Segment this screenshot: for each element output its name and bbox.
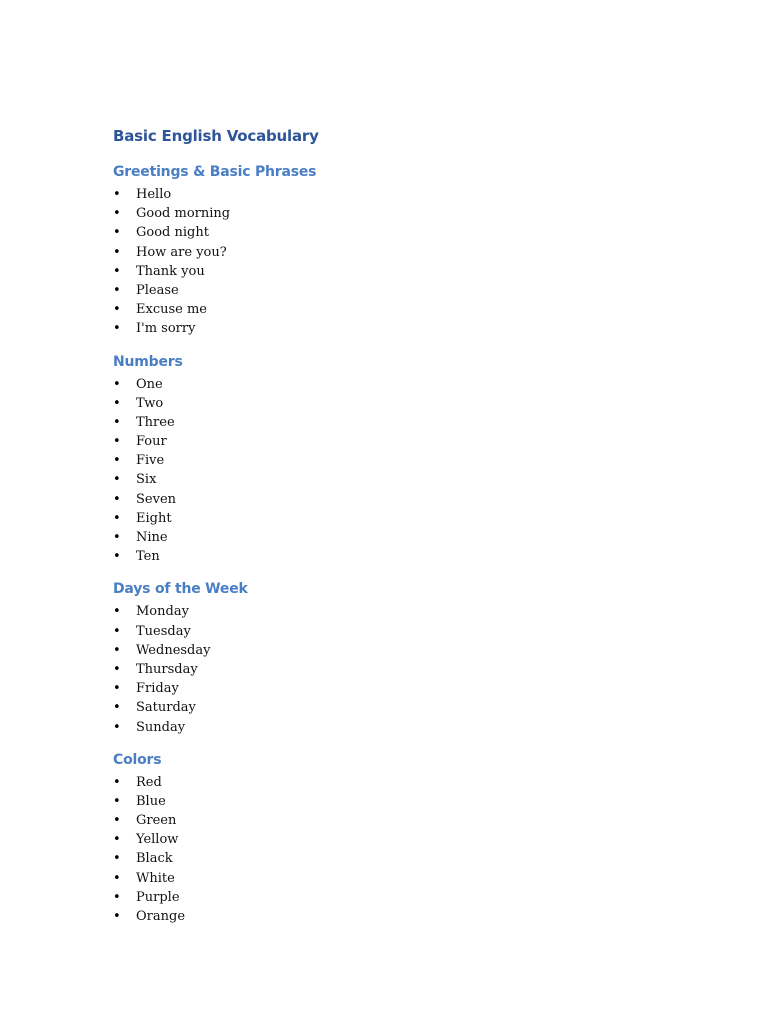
list-item-text: Saturday [136,700,196,716]
list-item-text: Yellow [136,832,179,848]
bullet-icon: • [113,453,121,469]
list-item [113,718,673,737]
list-item-text: Hello [136,187,172,202]
list-item [113,660,673,679]
list-item-text: Excuse me [136,302,207,318]
bullet-icon: • [113,225,121,241]
vocab-list [113,185,673,339]
list-item-text: Red [136,774,162,790]
list-item-text: Seven [136,491,177,507]
document-page [113,124,673,926]
list-item [113,547,673,566]
list-item-text: How are you? [136,244,227,260]
list-item [113,792,673,811]
vocab-section [113,749,673,927]
list-item-text: Three [136,414,175,430]
list-item-text: Eight [136,510,172,526]
bullet-icon: • [113,414,121,430]
list-item [113,394,673,413]
list-item [113,204,673,223]
list-item-text: Good night [136,225,209,241]
list-item [113,185,673,204]
bullet-icon: • [113,719,121,735]
vocab-list [113,602,673,736]
list-item-text: I'm sorry [136,321,196,337]
bullet-icon: • [113,909,121,924]
bullet-icon: • [113,681,121,697]
list-item [113,830,673,849]
list-item-text: Tuesday [136,623,191,639]
bullet-icon: • [113,376,121,392]
document-title: Basic English Vocabulary [113,127,319,145]
list-item [113,869,673,888]
vocab-list [113,773,673,927]
list-item-text: Thank you [136,263,205,279]
bullet-icon: • [113,302,121,318]
bullet-icon: • [113,472,121,488]
list-item-text: Four [136,434,167,450]
list-item-text: Sunday [136,719,186,735]
bullet-icon: • [113,889,121,905]
list-item [113,888,673,907]
list-item [113,300,673,319]
bullet-icon: • [113,530,121,545]
list-item-text: Monday [136,604,189,620]
bullet-icon: • [113,832,121,848]
bullet-icon: • [113,187,121,202]
bullet-icon: • [113,623,121,639]
list-item [113,413,673,432]
list-item-text: White [136,870,175,886]
section-heading: Greetings & Basic Phrases [113,164,317,180]
vocab-section [113,578,673,736]
list-item [113,490,673,509]
vocab-section [113,351,673,567]
vocab-list [113,375,673,567]
sections-container [113,161,673,926]
list-item-text: Green [136,813,177,829]
bullet-icon: • [113,661,121,677]
list-item [113,773,673,792]
list-item [113,223,673,242]
list-item-text: Black [136,851,173,867]
bullet-icon: • [113,549,121,565]
list-item-text: Wednesday [136,642,211,658]
list-item [113,432,673,451]
bullet-icon: • [113,244,121,260]
list-item-text: Six [136,472,157,488]
bullet-icon: • [113,851,121,867]
list-item [113,528,673,547]
list-item [113,451,673,470]
list-item [113,679,673,698]
bullet-icon: • [113,700,121,716]
list-item-text: Five [136,453,165,469]
list-item [113,243,673,262]
vocab-section [113,161,673,339]
list-item-text: Please [136,282,179,298]
bullet-icon: • [113,642,121,658]
section-heading: Colors [113,751,162,768]
list-item-text: Nine [136,530,168,545]
bullet-icon: • [113,510,121,526]
list-item [113,907,673,926]
list-item [113,622,673,641]
bullet-icon: • [113,813,121,829]
list-item-text: Two [136,395,164,411]
bullet-icon: • [113,321,121,337]
list-item-text: Friday [136,681,179,697]
list-item-text: Orange [136,909,186,924]
list-item [113,262,673,281]
bullet-icon: • [113,395,121,411]
section-heading: Days of the Week [113,581,248,598]
list-item [113,602,673,621]
list-item [113,319,673,338]
bullet-icon: • [113,491,121,507]
bullet-icon: • [113,870,121,886]
list-item-text: Good morning [136,206,231,222]
list-item [113,509,673,528]
section-heading: Numbers [113,353,183,370]
bullet-icon: • [113,206,121,222]
bullet-icon: • [113,774,121,790]
list-item [113,470,673,489]
list-item-text: One [136,376,163,392]
list-item-text: Ten [136,549,160,565]
list-item [113,641,673,660]
bullet-icon: • [113,793,121,809]
bullet-icon: • [113,434,121,450]
list-item [113,375,673,394]
list-item [113,281,673,300]
bullet-icon: • [113,282,121,298]
bullet-icon: • [113,263,121,279]
list-item-text: Thursday [136,661,198,677]
list-item-text: Blue [136,793,166,809]
list-item [113,698,673,717]
bullet-icon: • [113,604,121,620]
list-item [113,849,673,868]
list-item [113,811,673,830]
list-item-text: Purple [136,889,180,905]
